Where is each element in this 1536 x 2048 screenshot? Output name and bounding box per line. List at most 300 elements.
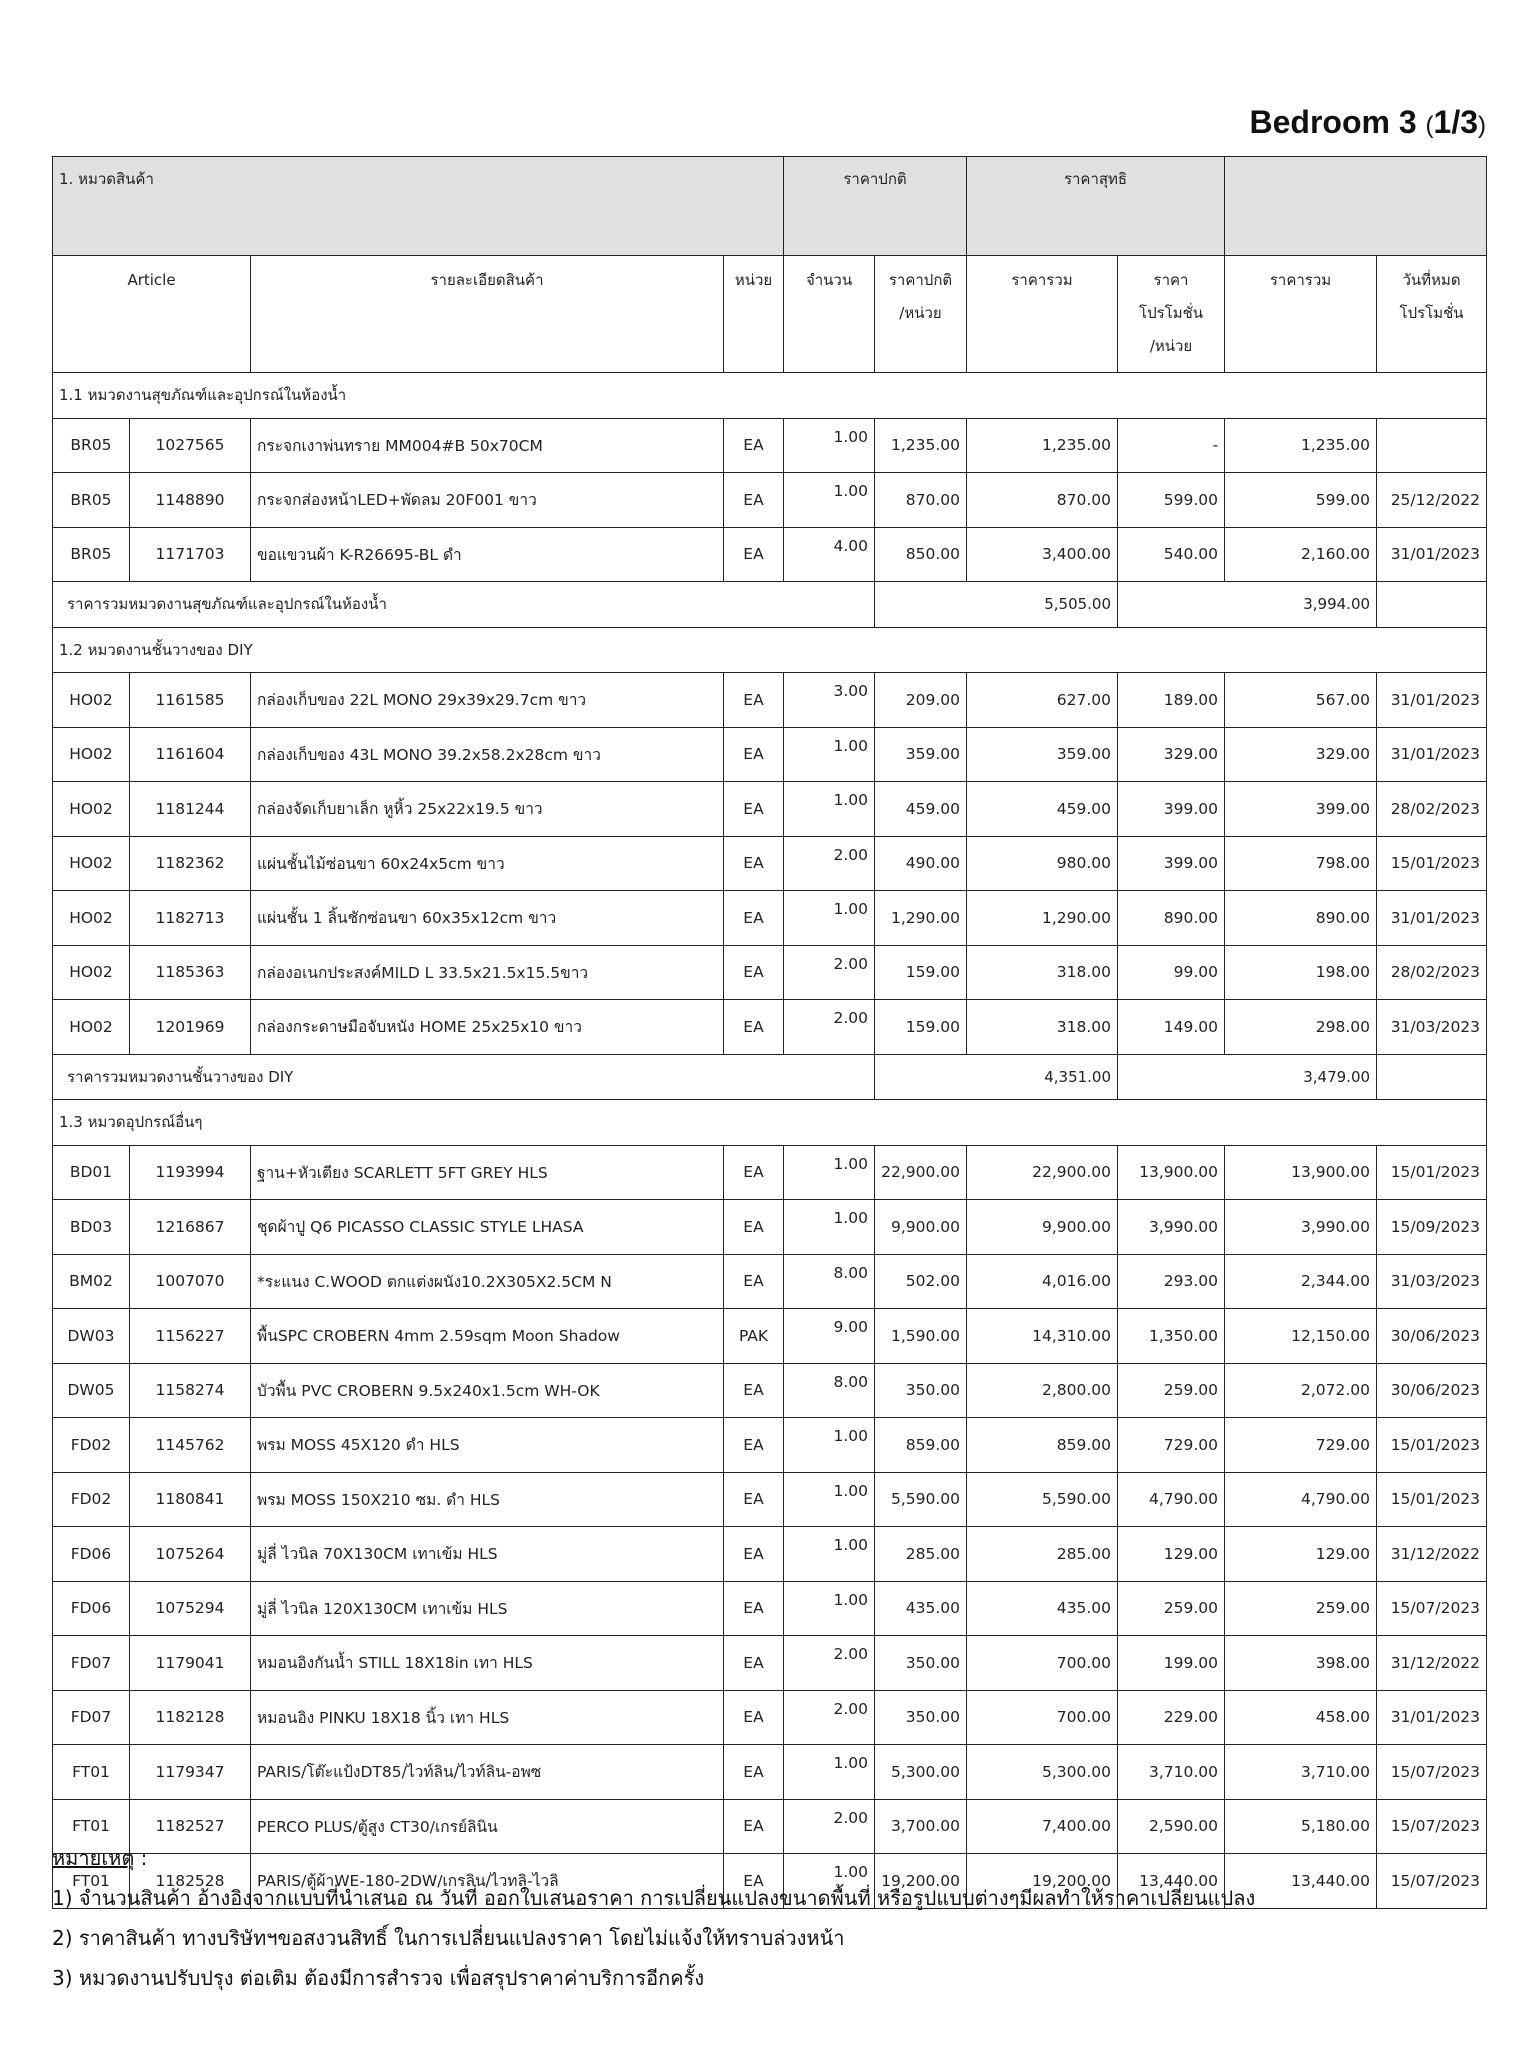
cell-promo-price: 259.00 [1118, 1363, 1225, 1418]
cell-price: 159.00 [875, 945, 967, 1000]
table-row [53, 1363, 1487, 1418]
section-title: 1.2 หมวดงานชั้นวางของ DIY [53, 627, 1487, 673]
cell-price: 22,900.00 [875, 1145, 967, 1200]
cell-promo-end: 31/12/2022 [1377, 1527, 1487, 1582]
subtotal-label: ราคารวมหมวดงานสุขภัณฑ์และอุปกรณ์ในห้องน้ำ [53, 582, 875, 628]
subtotal-empty [1377, 582, 1487, 628]
cell-promo-price: 399.00 [1118, 836, 1225, 891]
cell-price: 3,700.00 [875, 1799, 967, 1854]
cell-quantity: 8.00 [784, 1254, 875, 1309]
cell-promo-end: 31/03/2023 [1377, 1254, 1487, 1309]
cell-promo-end: 15/01/2023 [1377, 836, 1487, 891]
cell-quantity: 8.00 [784, 1363, 875, 1418]
cell-quantity: 1.00 [784, 1145, 875, 1200]
cell-code: FD07 [53, 1690, 130, 1745]
cell-price: 850.00 [875, 527, 967, 582]
header-filler [1225, 157, 1487, 256]
cell-total: 359.00 [967, 727, 1118, 782]
cell-price: 5,590.00 [875, 1472, 967, 1527]
cell-article: 1182713 [130, 891, 251, 946]
cell-promo-price: 3,710.00 [1118, 1745, 1225, 1800]
cell-description: ชุดผ้าปู Q6 PICASSO CLASSIC STYLE LHASA [251, 1200, 724, 1255]
cell-quantity: 1.00 [784, 1200, 875, 1255]
cell-promo-price: - [1118, 418, 1225, 473]
notes-title-line [52, 1838, 1255, 1878]
cell-price: 9,900.00 [875, 1200, 967, 1255]
cell-quantity: 2.00 [784, 1636, 875, 1691]
notes-title: หมายเหตุ [52, 1846, 135, 1870]
cell-code: FT01 [53, 1745, 130, 1800]
cell-total: 700.00 [967, 1636, 1118, 1691]
cell-quantity: 1.00 [784, 891, 875, 946]
cell-code: HO02 [53, 673, 130, 728]
cell-article: 1201969 [130, 1000, 251, 1055]
cell-unit: EA [724, 1418, 784, 1473]
cell-description: หมอนอิงกันน้ำ STILL 18X18in เทา HLS [251, 1636, 724, 1691]
cell-description: มู่ลี่ ไวนิล 70X130CM เทาเข้ม HLS [251, 1527, 724, 1582]
cell-promo-price: 13,900.00 [1118, 1145, 1225, 1200]
cell-promo-price: 229.00 [1118, 1690, 1225, 1745]
cell-price: 859.00 [875, 1418, 967, 1473]
cell-net-total: 3,710.00 [1225, 1745, 1377, 1800]
cell-net-total: 2,344.00 [1225, 1254, 1377, 1309]
cell-description: พรม MOSS 45X120 ดำ HLS [251, 1418, 724, 1473]
cell-promo-end: 30/06/2023 [1377, 1363, 1487, 1418]
cell-price: 5,300.00 [875, 1745, 967, 1800]
cell-unit: EA [724, 1581, 784, 1636]
cell-promo-end [1377, 418, 1487, 473]
cell-quantity: 1.00 [784, 1581, 875, 1636]
cell-price: 19,200.00 [875, 1854, 967, 1909]
cell-unit: EA [724, 418, 784, 473]
table-row [53, 1690, 1487, 1745]
header-price-per-unit-line1: ราคาปกติ [888, 271, 953, 289]
cell-price: 350.00 [875, 1690, 967, 1745]
cell-net-total: 2,160.00 [1225, 527, 1377, 582]
cell-code: BD03 [53, 1200, 130, 1255]
cell-total: 1,290.00 [967, 891, 1118, 946]
cell-net-total: 3,990.00 [1225, 1200, 1377, 1255]
cell-description: *ระแนง C.WOOD ตกแต่งผนัง10.2X305X2.5CM N [251, 1254, 724, 1309]
cell-total: 627.00 [967, 673, 1118, 728]
cell-net-total: 567.00 [1225, 673, 1377, 728]
cell-article: 1182528 [130, 1854, 251, 1909]
cell-quantity: 9.00 [784, 1309, 875, 1364]
cell-promo-end: 31/01/2023 [1377, 727, 1487, 782]
cell-code: HO02 [53, 1000, 130, 1055]
table-row [53, 782, 1487, 837]
subtotal-label: ราคารวมหมวดงานชั้นวางของ DIY [53, 1054, 875, 1100]
cell-code: DW05 [53, 1363, 130, 1418]
cell-promo-end: 15/01/2023 [1377, 1472, 1487, 1527]
cell-quantity: 1.00 [784, 418, 875, 473]
table-row [53, 1145, 1487, 1200]
cell-description: PERCO PLUS/ตู้สูง CT30/เกรย์ลินิน [251, 1799, 724, 1854]
title-close-paren: ) [1478, 112, 1486, 139]
cell-code: BD01 [53, 1145, 130, 1200]
cell-unit: PAK [724, 1309, 784, 1364]
section-title: 1.3 หมวดอุปกรณ์อื่นๆ [53, 1100, 1487, 1146]
table-row [53, 418, 1487, 473]
cell-quantity: 1.00 [784, 1418, 875, 1473]
cell-net-total: 2,072.00 [1225, 1363, 1377, 1418]
cell-total: 19,200.00 [967, 1854, 1118, 1909]
cell-quantity: 1.00 [784, 473, 875, 528]
cell-net-total: 890.00 [1225, 891, 1377, 946]
cell-description: หมอนอิง PINKU 18X18 นิ้ว เทา HLS [251, 1690, 724, 1745]
cell-promo-price: 729.00 [1118, 1418, 1225, 1473]
cell-promo-price: 99.00 [1118, 945, 1225, 1000]
cell-quantity: 2.00 [784, 945, 875, 1000]
cell-code: HO02 [53, 891, 130, 946]
cell-article: 1182527 [130, 1799, 251, 1854]
cell-code: FD02 [53, 1418, 130, 1473]
cell-total: 2,800.00 [967, 1363, 1118, 1418]
cell-net-total: 329.00 [1225, 727, 1377, 782]
cell-promo-price: 890.00 [1118, 891, 1225, 946]
table-row [53, 1309, 1487, 1364]
section-header-row [53, 627, 1487, 673]
cell-code: BR05 [53, 473, 130, 528]
cell-article: 1158274 [130, 1363, 251, 1418]
cell-code: FD02 [53, 1472, 130, 1527]
cell-article: 1075264 [130, 1527, 251, 1582]
cell-promo-price: 3,990.00 [1118, 1200, 1225, 1255]
cell-article: 1182362 [130, 836, 251, 891]
cell-unit: EA [724, 1527, 784, 1582]
cell-description: มู่ลี่ ไวนิล 120X130CM เทาเข้ม HLS [251, 1581, 724, 1636]
cell-promo-price: 189.00 [1118, 673, 1225, 728]
cell-net-total: 198.00 [1225, 945, 1377, 1000]
header-net-price-group: ราคาสุทธิ [967, 157, 1225, 256]
table-row [53, 1472, 1487, 1527]
cell-description: บัวพื้น PVC CROBERN 9.5x240x1.5cm WH-OK [251, 1363, 724, 1418]
table-row [53, 1200, 1487, 1255]
header-quantity: จำนวน [784, 256, 875, 373]
table-header-group-row [53, 157, 1487, 256]
cell-code: FD07 [53, 1636, 130, 1691]
cell-price: 435.00 [875, 1581, 967, 1636]
cell-code: FT01 [53, 1799, 130, 1854]
cell-total: 435.00 [967, 1581, 1118, 1636]
cell-promo-end: 31/01/2023 [1377, 527, 1487, 582]
cell-article: 1075294 [130, 1581, 251, 1636]
cell-description: พรม MOSS 150X210 ซม. ดำ HLS [251, 1472, 724, 1527]
cell-article: 1145762 [130, 1418, 251, 1473]
cell-unit: EA [724, 1145, 784, 1200]
cell-description: กล่องกระดาษมือจับหนัง HOME 25x25x10 ขาว [251, 1000, 724, 1055]
table-row [53, 1254, 1487, 1309]
cell-quantity: 1.00 [784, 1527, 875, 1582]
table-row [53, 945, 1487, 1000]
cell-article: 1179041 [130, 1636, 251, 1691]
cell-description: แผ่นชั้น 1 ลิ้นชักซ่อนขา 60x35x12cm ขาว [251, 891, 724, 946]
cell-article: 1156227 [130, 1309, 251, 1364]
cell-unit: EA [724, 1000, 784, 1055]
cell-promo-end: 15/07/2023 [1377, 1581, 1487, 1636]
cell-article: 1027565 [130, 418, 251, 473]
cell-price: 490.00 [875, 836, 967, 891]
cell-unit: EA [724, 1200, 784, 1255]
cell-description: ฐาน+หัวเตียง SCARLETT 5FT GREY HLS [251, 1145, 724, 1200]
cell-promo-end: 15/07/2023 [1377, 1854, 1487, 1909]
cell-promo-price: 259.00 [1118, 1581, 1225, 1636]
table-row [53, 473, 1487, 528]
cell-quantity: 2.00 [784, 1000, 875, 1055]
cell-net-total: 5,180.00 [1225, 1799, 1377, 1854]
cell-promo-end: 15/01/2023 [1377, 1145, 1487, 1200]
header-total: ราคารวม [967, 256, 1118, 373]
table-row [53, 836, 1487, 891]
table-row [53, 1527, 1487, 1582]
cell-unit: EA [724, 1636, 784, 1691]
table-row [53, 1636, 1487, 1691]
cell-code: FT01 [53, 1854, 130, 1909]
cell-code: HO02 [53, 945, 130, 1000]
cell-article: 1182128 [130, 1690, 251, 1745]
cell-article: 1185363 [130, 945, 251, 1000]
cell-net-total: 599.00 [1225, 473, 1377, 528]
table-row [53, 891, 1487, 946]
table-row [53, 1745, 1487, 1800]
cell-promo-price: 599.00 [1118, 473, 1225, 528]
table-row [53, 673, 1487, 728]
cell-total: 870.00 [967, 473, 1118, 528]
cell-quantity: 1.00 [784, 782, 875, 837]
cell-net-total: 129.00 [1225, 1527, 1377, 1582]
cell-promo-end: 15/09/2023 [1377, 1200, 1487, 1255]
subtotal-net: 3,994.00 [1118, 582, 1377, 628]
cell-promo-end: 28/02/2023 [1377, 782, 1487, 837]
cell-code: DW03 [53, 1309, 130, 1364]
cell-price: 459.00 [875, 782, 967, 837]
cell-total: 22,900.00 [967, 1145, 1118, 1200]
cell-unit: EA [724, 473, 784, 528]
cell-description: แผ่นชั้นไม้ซ่อนขา 60x24x5cm ขาว [251, 836, 724, 891]
cell-unit: EA [724, 527, 784, 582]
cell-promo-end: 31/01/2023 [1377, 1690, 1487, 1745]
cell-unit: EA [724, 1799, 784, 1854]
cell-promo-end: 15/07/2023 [1377, 1799, 1487, 1854]
cell-promo-price: 540.00 [1118, 527, 1225, 582]
section-header-row [53, 1100, 1487, 1146]
cell-total: 285.00 [967, 1527, 1118, 1582]
cell-quantity: 1.00 [784, 1745, 875, 1800]
cell-promo-end: 30/06/2023 [1377, 1309, 1487, 1364]
cell-description: ขอแขวนผ้า K-R26695-BL ดำ [251, 527, 724, 582]
header-promo-line3: /หน่วย [1149, 337, 1193, 355]
cell-total: 4,016.00 [967, 1254, 1118, 1309]
notes-colon: : [134, 1846, 148, 1870]
cell-price: 285.00 [875, 1527, 967, 1582]
cell-promo-end: 31/03/2023 [1377, 1000, 1487, 1055]
cell-net-total: 4,790.00 [1225, 1472, 1377, 1527]
table-row [53, 527, 1487, 582]
cell-total: 318.00 [967, 945, 1118, 1000]
cell-promo-end: 31/01/2023 [1377, 673, 1487, 728]
cell-unit: EA [724, 1472, 784, 1527]
cell-unit: EA [724, 1363, 784, 1418]
cell-price: 159.00 [875, 1000, 967, 1055]
cell-description: พื้นSPC CROBERN 4mm 2.59sqm Moon Shadow [251, 1309, 724, 1364]
cell-promo-end: 31/12/2022 [1377, 1636, 1487, 1691]
cell-quantity: 1.00 [784, 1854, 875, 1909]
title-name: Bedroom 3 [1249, 104, 1417, 140]
cell-code: FD06 [53, 1581, 130, 1636]
cell-price: 502.00 [875, 1254, 967, 1309]
cell-unit: EA [724, 891, 784, 946]
cell-promo-price: 293.00 [1118, 1254, 1225, 1309]
notes [52, 1838, 1255, 1998]
cell-description: กล่องจัดเก็บยาเล็ก หูหิ้ว 25x22x19.5 ขาว [251, 782, 724, 837]
cell-article: 1161604 [130, 727, 251, 782]
cell-code: BR05 [53, 527, 130, 582]
cell-price: 359.00 [875, 727, 967, 782]
cell-price: 1,235.00 [875, 418, 967, 473]
cell-net-total: 399.00 [1225, 782, 1377, 837]
cell-price: 350.00 [875, 1363, 967, 1418]
header-article: Article [53, 256, 251, 373]
cell-total: 459.00 [967, 782, 1118, 837]
header-promo-price [1118, 256, 1225, 373]
cell-price: 350.00 [875, 1636, 967, 1691]
note-item: 1) จำนวนสินค้า อ้างอิงจากแบบที่นำเสนอ ณ วันที่ ออกใบเสนอราคา การเปลี่ยนแปลงขนาดพื้นที่ หรือรูปแบบต่างๆมีผลทำให้ราคาเปลี่ยนแปลง [52, 1886, 1256, 1910]
cell-code: HO02 [53, 782, 130, 837]
table-header-row [53, 256, 1487, 373]
cell-total: 859.00 [967, 1418, 1118, 1473]
cell-article: 1180841 [130, 1472, 251, 1527]
cell-promo-end: 28/02/2023 [1377, 945, 1487, 1000]
cell-quantity: 1.00 [784, 727, 875, 782]
section-title: 1.1 หมวดงานสุขภัณฑ์และอุปกรณ์ในห้องน้ำ [53, 373, 1487, 419]
cell-code: HO02 [53, 836, 130, 891]
cell-price: 1,290.00 [875, 891, 967, 946]
cell-article: 1161585 [130, 673, 251, 728]
cell-description: PARIS/โต๊ะแป้งDT85/ไวท์ลิน/ไวท์ลิน-อพซ [251, 1745, 724, 1800]
cell-quantity: 3.00 [784, 673, 875, 728]
note-item: 3) หมวดงานปรับปรุง ต่อเติม ต้องมีการสำรวจ เพื่อสรุปราคาค่าบริการอีกครั้ง [52, 1966, 705, 1990]
cell-promo-price: 399.00 [1118, 782, 1225, 837]
cell-article: 1181244 [130, 782, 251, 837]
cell-unit: EA [724, 1745, 784, 1800]
cell-price: 209.00 [875, 673, 967, 728]
cell-net-total: 729.00 [1225, 1418, 1377, 1473]
cell-promo-end: 31/01/2023 [1377, 891, 1487, 946]
header-promo-line1: ราคา [1153, 271, 1189, 289]
header-description: รายละเอียดสินค้า [251, 256, 724, 373]
cell-total: 5,300.00 [967, 1745, 1118, 1800]
cell-net-total: 13,440.00 [1225, 1854, 1377, 1909]
cell-promo-price: 129.00 [1118, 1527, 1225, 1582]
cell-total: 980.00 [967, 836, 1118, 891]
header-price-per-unit [875, 256, 967, 373]
cell-code: BM02 [53, 1254, 130, 1309]
cell-promo-end: 25/12/2022 [1377, 473, 1487, 528]
cell-net-total: 259.00 [1225, 1581, 1377, 1636]
cell-total: 5,590.00 [967, 1472, 1118, 1527]
cell-promo-end: 15/07/2023 [1377, 1745, 1487, 1800]
cell-total: 14,310.00 [967, 1309, 1118, 1364]
cell-quantity: 2.00 [784, 1799, 875, 1854]
cell-description: กระจกส่องหน้าLED+พัดลม 20F001 ขาว [251, 473, 724, 528]
cell-total: 700.00 [967, 1690, 1118, 1745]
cell-promo-price: 2,590.00 [1118, 1799, 1225, 1854]
quotation-table [52, 156, 1487, 1909]
cell-code: HO02 [53, 727, 130, 782]
subtotal-empty [1377, 1054, 1487, 1100]
cell-quantity: 2.00 [784, 1690, 875, 1745]
cell-unit: EA [724, 1690, 784, 1745]
table-row [53, 1418, 1487, 1473]
note-item: 2) ราคาสินค้า ทางบริษัทฯขอสงวนสิทธิ์ ในการเปลี่ยนแปลงราคา โดยไม่แจ้งให้ทราบล่วงหน้า [52, 1926, 845, 1950]
header-normal-price-group: ราคาปกติ [784, 157, 967, 256]
cell-quantity: 1.00 [784, 1472, 875, 1527]
cell-net-total: 458.00 [1225, 1690, 1377, 1745]
header-unit: หน่วย [724, 256, 784, 373]
section-header-row [53, 373, 1487, 419]
cell-quantity: 4.00 [784, 527, 875, 582]
cell-article: 1179347 [130, 1745, 251, 1800]
cell-promo-price: 1,350.00 [1118, 1309, 1225, 1364]
cell-unit: EA [724, 673, 784, 728]
cell-unit: EA [724, 945, 784, 1000]
cell-net-total: 398.00 [1225, 1636, 1377, 1691]
cell-unit: EA [724, 1254, 784, 1309]
cell-article: 1171703 [130, 527, 251, 582]
cell-article: 1216867 [130, 1200, 251, 1255]
cell-quantity: 2.00 [784, 836, 875, 891]
cell-net-total: 12,150.00 [1225, 1309, 1377, 1364]
header-promo-end-line2: โปรโมชั่น [1399, 304, 1464, 322]
subtotal-row [53, 582, 1487, 628]
cell-net-total: 13,900.00 [1225, 1145, 1377, 1200]
cell-unit: EA [724, 782, 784, 837]
cell-unit: EA [724, 727, 784, 782]
cell-unit: EA [724, 836, 784, 891]
header-price-per-unit-line2: /หน่วย [899, 304, 942, 322]
title-page: 1/3 [1433, 104, 1478, 140]
cell-unit: EA [724, 1854, 784, 1909]
cell-net-total: 798.00 [1225, 836, 1377, 891]
cell-total: 9,900.00 [967, 1200, 1118, 1255]
cell-promo-end: 15/01/2023 [1377, 1418, 1487, 1473]
cell-net-total: 1,235.00 [1225, 418, 1377, 473]
cell-price: 1,590.00 [875, 1309, 967, 1364]
subtotal-row [53, 1054, 1487, 1100]
page-title [1249, 104, 1486, 141]
cell-total: 3,400.00 [967, 527, 1118, 582]
header-promo-end-line1: วันที่หมด [1402, 271, 1461, 289]
cell-description: PARIS/ตู้ผ้าWE-180-2DW/เกรลิน/ไวทลิ-ไวลิ [251, 1854, 724, 1909]
cell-article: 1007070 [130, 1254, 251, 1309]
header-promo-end [1377, 256, 1487, 373]
cell-code: FD06 [53, 1527, 130, 1582]
cell-description: กระจกเงาพ่นทราย MM004#B 50x70CM [251, 418, 724, 473]
cell-total: 1,235.00 [967, 418, 1118, 473]
cell-article: 1193994 [130, 1145, 251, 1200]
cell-promo-price: 199.00 [1118, 1636, 1225, 1691]
cell-promo-price: 329.00 [1118, 727, 1225, 782]
cell-description: กล่องเก็บของ 22L MONO 29x39x29.7cm ขาว [251, 673, 724, 728]
cell-description: กล่องเก็บของ 43L MONO 39.2x58.2x28cm ขาว [251, 727, 724, 782]
table-row [53, 727, 1487, 782]
table-row [53, 1581, 1487, 1636]
cell-article: 1148890 [130, 473, 251, 528]
cell-promo-price: 4,790.00 [1118, 1472, 1225, 1527]
header-promo-line2: โปรโมชั่น [1139, 304, 1204, 322]
cell-promo-price: 149.00 [1118, 1000, 1225, 1055]
table-row [53, 1000, 1487, 1055]
